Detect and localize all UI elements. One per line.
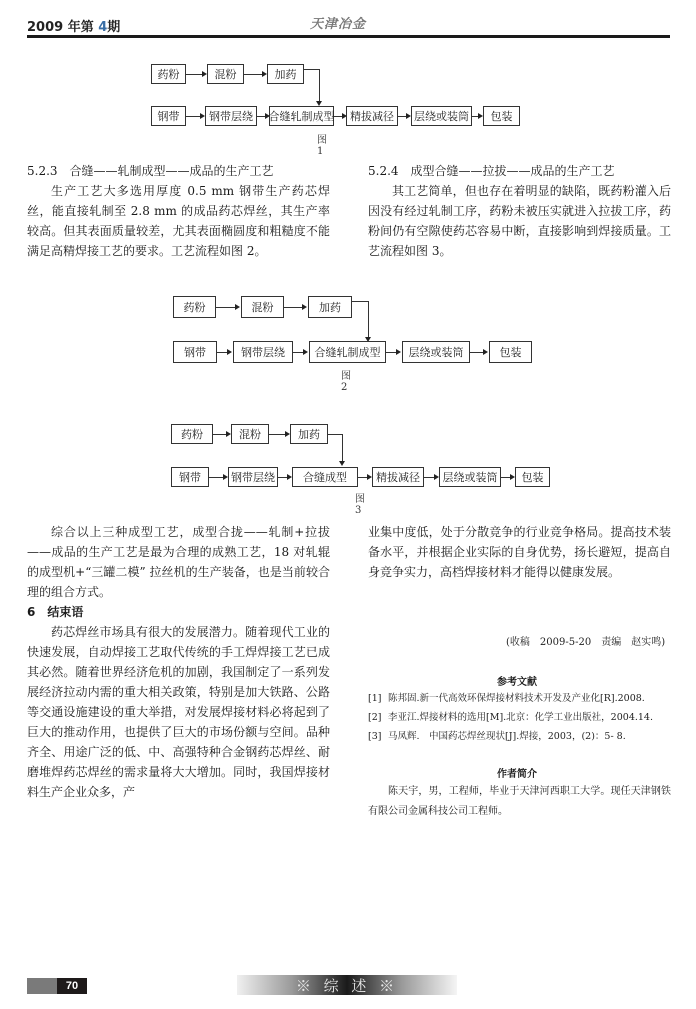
fig3-box-layer: 层绕或装筒 [439,467,501,487]
header-rule [27,35,670,38]
reference-item [368,728,626,742]
fig1-box-layer: 层绕或装筒 [411,106,472,126]
received-note: (收稿 2009-5-20 责编 赵实鸣) [506,637,666,648]
reference-number: [2] [368,712,382,723]
journal-issue [27,16,120,35]
fig3-box-mix: 混粉 [231,424,269,444]
arrow-icon [396,349,401,355]
section-6-heading: 6 结束语 [27,605,84,619]
fig2-box-mix: 混粉 [241,296,284,318]
journal-logo: 天津冶金 [310,17,367,32]
fig1-box-pack: 包装 [483,106,520,126]
issue-prefix: 2009 年第 [27,20,94,35]
fig1-box-strip-wind: 钢带层绕 [205,106,257,126]
fig2-box-strip-wind: 钢带层绕 [233,341,293,363]
arrow-icon [339,461,345,466]
fig3-box-seam-form: 合缝成型 [292,467,358,487]
issue-suffix: 期 [107,20,121,35]
reference-text: 马凤辉. 中国药芯焊丝现状[J].焊接，2003，(2)：5- 8. [388,731,626,742]
reference-item [368,709,653,723]
section-524-body: 其工艺简单，但也存在着明显的缺陷，既药粉灌入后因没有经过轧制工序，药粉未被压实就进入拉拔工序，药粉间仍有空隙使药芯容易中断，直接影响到焊接质量。工艺流程如图 3。 [368,184,671,258]
fig1-box-add: 加药 [267,64,304,84]
reference-item [368,690,645,704]
fig3-box-strip-wind: 钢带层绕 [228,467,278,487]
fig3-caption: 图 3 [355,494,365,516]
author-intro-title: 作者简介 [497,769,537,780]
reference-number: [3] [368,731,382,742]
fig2-box-pack: 包装 [489,341,532,363]
fig1-box-seam-roll: 合缝轧制成型 [269,106,334,126]
page-number: 70 [57,978,87,994]
fig2-box-layer: 层绕或装筒 [402,341,470,363]
section-523-body: 生产工艺大多选用厚度 0.5 mm 钢带生产药芯焊丝，能直接轧制至 2.8 mm 的成品药芯焊丝，其生产率较高。但其表面质量较差，尤其表面椭圆度和粗糙度不能满足高精焊接工艺的要求。工艺流程如图 2。 [27,184,330,258]
fig2-caption: 图 2 [341,371,351,393]
fig1-caption: 图 1 [317,135,327,157]
fig3-box-pack: 包装 [515,467,550,487]
fig2-box-seam-roll: 合缝轧制成型 [309,341,386,363]
arrow-icon [235,304,240,310]
section-6-body-left: 药芯焊丝市场具有很大的发展潜力。随着现代工业的快速发展，自动焊接工艺取代传统的手工焊焊接工艺已成其必然。随着世界经济危机的加剧，我国制定了一系列发展经济拉动内需的重大相关政策，特别是加大铁路、公路等交通设施建设的重大举措，对发展焊接材料必将起到了巨大的推动作用，也提供了巨大的市场份额与空间。品种齐全、用途广泛的低、中、高强特种合金钢药芯焊丝、耐磨堆焊药芯焊丝的需求量将大大增加。同时，我国焊接材料生产企业众多，产 [27,625,330,799]
reference-text: 李亚江.焊接材料的选用[M].北京：化学工业出版社，2004.14. [388,712,653,723]
reference-number: [1] [368,693,382,704]
arrow-icon [302,304,307,310]
author-intro-text: 陈天宇，男，工程师，毕业于天津河西职工大学。现任天津钢铁有限公司金属科技公司工程师。 [368,786,671,817]
fig1-box-mix: 混粉 [207,64,244,84]
reference-text: 陈邦固.新一代高效环保焊接材料技术开发及产业化[R].2008. [388,693,645,704]
fig1-box-draw: 精拔减径 [346,106,398,126]
fig3-box-powder: 药粉 [171,424,213,444]
fig3-box-strip: 钢带 [171,467,209,487]
section-6-body-right: 业集中度低，处于分散竞争的行业竞争格局。提高技术装备水平，并根据企业实际的自身优势，扬长避短，提高自身竞争实力，高档焊接材料才能得以健康发展。 [368,525,671,579]
references-title: 参考文献 [497,677,537,688]
fig2-box-powder: 药粉 [173,296,216,318]
arrow-icon [483,349,488,355]
fig2-box-add: 加药 [308,296,352,318]
fig2-box-strip: 钢带 [173,341,217,363]
issue-number: 4 [98,20,108,35]
arrow-icon [227,349,232,355]
fig3-box-add: 加药 [290,424,328,444]
summary-paragraph: 综合以上三种成型工艺，成型合拢——轧制+拉拔——成品的生产工艺是最为合理的成熟工艺，18 对轧辊的成型机+“三罐二模” 拉丝机的生产装备，也是当前较合理的组合方式。 [27,525,330,599]
fig1-box-strip: 钢带 [151,106,186,126]
section-524-heading: 5.2.4 成型合缝——拉拔——成品的生产工艺 [368,164,615,178]
section-523-heading: 5.2.3 合缝——轧制成型——成品的生产工艺 [27,164,274,178]
fig3-box-draw: 精拔减径 [372,467,424,487]
section-label-band: ※ 综 述 ※ [237,975,457,995]
arrow-icon [303,349,308,355]
fig1-box-powder: 药粉 [151,64,186,84]
